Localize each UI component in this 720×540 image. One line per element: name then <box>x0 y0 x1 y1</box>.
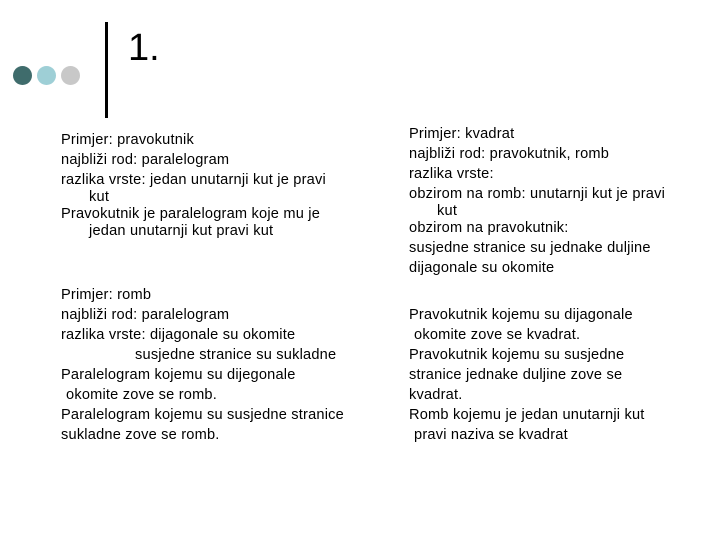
dot-light-blue <box>37 66 56 85</box>
block-romb <box>61 285 391 445</box>
text-line: kut <box>89 189 110 205</box>
text-line: susjedne stranice su sukladne <box>135 347 337 363</box>
text-line: najbliži rod: pravokutnik, romb <box>409 146 610 162</box>
text-line: jedan unutarnji kut pravi kut <box>89 223 274 239</box>
text-line: dijagonale su okomite <box>409 260 555 276</box>
dot-dark-teal <box>13 66 32 85</box>
text-line: okomite zove se romb. <box>66 387 218 403</box>
block-kvadrat-zakljucak <box>409 305 709 445</box>
text-line: najbliži rod: paralelogram <box>61 307 230 323</box>
block-pravokutnik <box>61 130 379 238</box>
text-line: razlika vrste: <box>409 166 494 182</box>
text-line: pravi naziva se kvadrat <box>414 427 568 443</box>
decorative-dots <box>13 66 80 85</box>
text-line: okomite zove se kvadrat. <box>414 327 581 343</box>
text-line: obzirom na romb: unutarnji kut je pravi <box>409 186 666 202</box>
text-line: stranice jednake duljine zove se <box>409 367 623 383</box>
text-line: Romb kojemu je jedan unutarnji kut <box>409 407 645 423</box>
title-divider <box>105 22 108 118</box>
block-kvadrat <box>409 124 709 278</box>
text-line: Pravokutnik kojemu su dijagonale <box>409 307 633 323</box>
slide-title: 1. <box>128 27 160 69</box>
text-line: razlika vrste: jedan unutarnji kut je pravi <box>61 172 326 188</box>
text-line: kut <box>437 203 458 219</box>
text-line: Primjer: romb <box>61 287 152 303</box>
text-line: Pravokutnik kojemu su susjedne <box>409 347 625 363</box>
text-line: Paralelogram kojemu su dijegonale <box>61 367 296 383</box>
text-line: Pravokutnik je paralelogram koje mu je <box>61 206 321 222</box>
text-line: susjedne stranice su jednake duljine <box>409 240 651 256</box>
text-line: najbliži rod: paralelogram <box>61 152 230 168</box>
text-line: obzirom na pravokutnik: <box>409 220 569 236</box>
text-line: razlika vrste: dijagonale su okomite <box>61 327 296 343</box>
text-line: Primjer: pravokutnik <box>61 132 194 148</box>
text-line: sukladne zove se romb. <box>61 427 220 443</box>
text-line: kvadrat. <box>409 387 463 403</box>
text-line: Primjer: kvadrat <box>409 126 515 142</box>
dot-grey <box>61 66 80 85</box>
text-line: Paralelogram kojemu su susjedne stranice <box>61 407 344 423</box>
